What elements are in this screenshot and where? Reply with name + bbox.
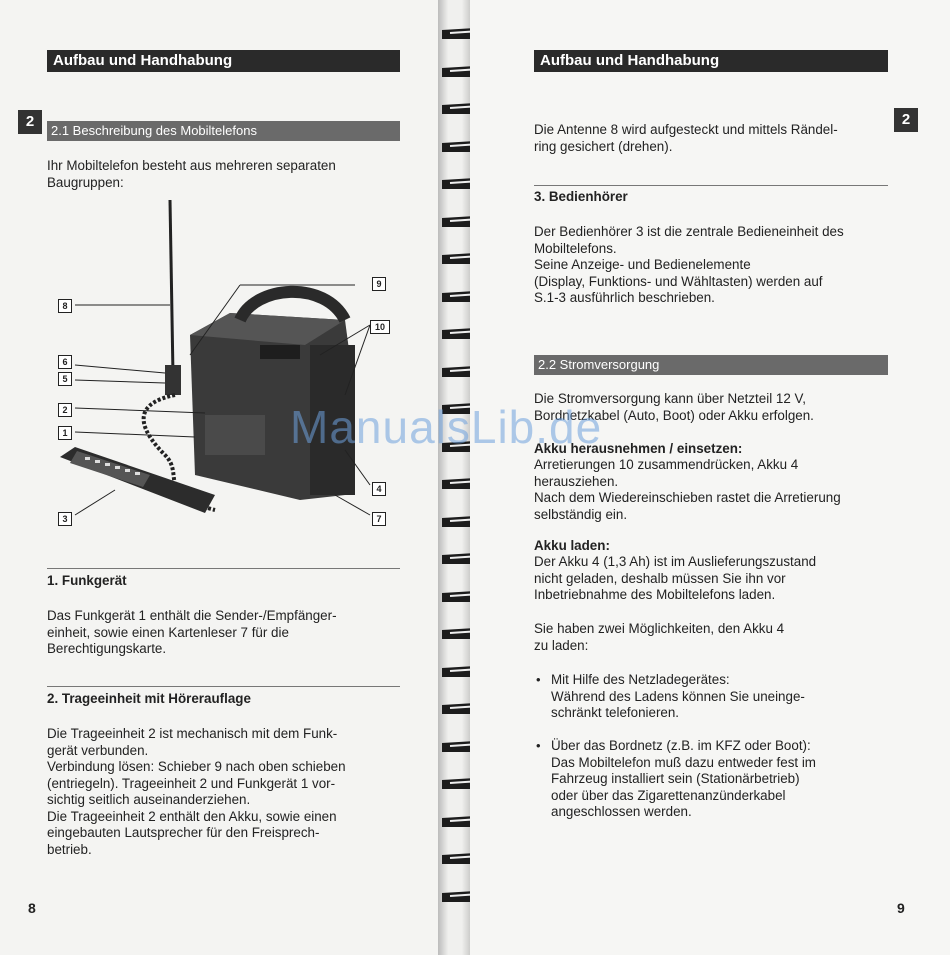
callout-5: 5 (58, 372, 72, 386)
bullet-marker: • (536, 672, 541, 687)
callout-1: 1 (58, 426, 72, 440)
callout-7: 7 (372, 512, 386, 526)
right-page (470, 0, 950, 955)
left-header: Aufbau und Handhabung (47, 50, 400, 72)
heading-bedienhoerer: 3. Bedienhörer (534, 189, 628, 204)
intro-text: Ihr Mobiltelefon besteht aus mehreren separaten Baugruppen: (47, 158, 336, 190)
bullet-marker: • (536, 738, 541, 753)
callout-8: 8 (58, 299, 72, 313)
mobile-phone-illustration (55, 195, 395, 535)
heading-akku-herausnehmen: Akku herausnehmen / einsetzen: (534, 441, 743, 456)
text-akku-herausnehmen: Arretierungen 10 zusammendrücken, Akku 4 herausziehen. Nach dem Wiedereinschieben rastet die Arretierung selbständig ein. (534, 457, 841, 522)
chapter-tab-right: 2 (894, 108, 918, 132)
callout-3: 3 (58, 512, 72, 526)
text-stromversorgung: Die Stromversorgung kann über Netzteil 12 V, Bordnetzkabel (Auto, Boot) oder Akku erfolgen. (534, 391, 814, 423)
bullet-bordnetz: Über das Bordnetz (z.B. im KFZ oder Boot): Das Mobiltelefon muß dazu entweder fest im Fahrzeug installiert sein (Stationärbetrieb) oder über das Zigarettenanzünderkabel angeschlossen werden. (551, 738, 816, 819)
chapter-tab-left: 2 (18, 110, 42, 134)
callout-4: 4 (372, 482, 386, 496)
bullet-netzladegeraet: Mit Hilfe des Netzladegerätes: Während des Ladens können Sie uneinge- schränkt telefonieren. (551, 672, 805, 720)
text-akku-laden: Der Akku 4 (1,3 Ah) ist im Auslieferungszustand nicht geladen, deshalb müssen Sie ihn vor Inbetriebnahme des Mobiltelefons laden. (534, 554, 817, 602)
callout-9: 9 (372, 277, 386, 291)
divider (534, 185, 888, 186)
callout-6: 6 (58, 355, 72, 369)
section-2-2-title: 2.2 Stromversorgung (534, 355, 888, 375)
text-funkgeraet: Das Funkgerät 1 enthält die Sender-/Empfänger- einheit, sowie einen Kartenleser 7 für die Berechtigungskarte. (47, 608, 337, 656)
heading-akku-laden: Akku laden: (534, 538, 610, 553)
text-trageeinheit: Die Trageeinheit 2 ist mechanisch mit dem Funk- gerät verbunden. Verbindung lösen: Schieber 9 nach oben schieben (entriegeln). Trageeinheit 2 und Funkgerät 1 vor- sichtig seitlich auseinanderziehen. Die Trageeinheit 2 enthält den Akku, sowie einen eingebauten Lautsprecher für den Freisprech- betrieb. (47, 726, 346, 857)
page-number-right: 9 (897, 900, 905, 916)
text-antenna: Die Antenne 8 wird aufgesteckt und mittels Rändel- ring gesichert (drehen). (534, 122, 838, 154)
divider (47, 568, 400, 569)
text-moeglichkeiten: Sie haben zwei Möglichkeiten, den Akku 4 zu laden: (534, 621, 785, 653)
watermark: ManualsLib.de (290, 401, 603, 453)
page-number-left: 8 (28, 900, 36, 916)
divider (47, 686, 400, 687)
right-header: Aufbau und Handhabung (534, 50, 888, 72)
heading-funkgeraet: 1. Funkgerät (47, 573, 127, 588)
callout-10: 10 (370, 320, 390, 334)
left-page (0, 0, 440, 955)
text-bedienhoerer: Der Bedienhörer 3 ist die zentrale Bedieneinheit des Mobiltelefons. Seine Anzeige- und Bedienelemente (Display, Funktions- und Wähltasten) werden auf S.1-3 ausführlich beschrieben. (534, 224, 844, 305)
heading-trageeinheit: 2. Trageeinheit mit Hörerauflage (47, 691, 251, 706)
section-2-1-title: 2.1 Beschreibung des Mobiltelefons (47, 121, 400, 141)
callout-2: 2 (58, 403, 72, 417)
